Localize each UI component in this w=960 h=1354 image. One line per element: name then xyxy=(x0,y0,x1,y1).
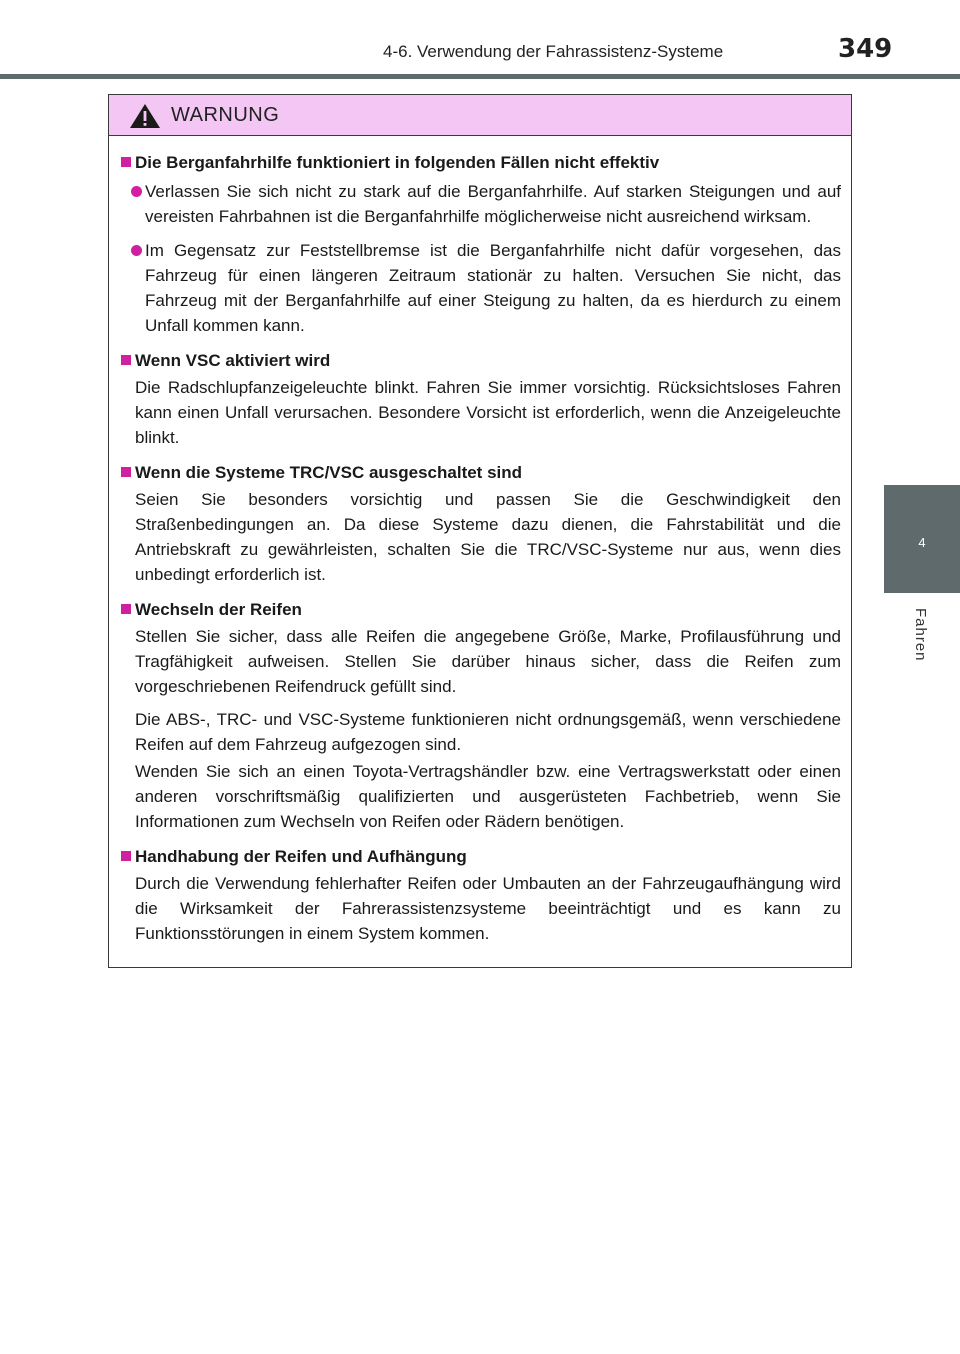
warning-triangle-icon xyxy=(129,103,161,129)
square-bullet-icon xyxy=(121,355,131,365)
paragraph: Stellen Sie sicher, dass alle Reifen die angegebene Größe, Marke, Profilausführung und Tragfähigkeit aufweisen. Stellen Sie darüber hinaus sicher, dass die Reifen zum vorgeschriebenen Reifendruck gefüllt sind. xyxy=(135,627,841,696)
square-bullet-icon xyxy=(121,157,131,167)
section-title xyxy=(121,150,841,175)
square-bullet-icon xyxy=(121,467,131,477)
warning-box xyxy=(108,94,852,968)
section-title xyxy=(121,348,841,373)
page-header-title: 4-6. Verwendung der Fahrassistenz-Systeme xyxy=(383,42,724,61)
paragraph: Die Radschlupfanzeigeleuchte blinkt. Fahren Sie immer vorsichtig. Rücksichtsloses Fahren kann einen Unfall verursachen. Besondere Vorsicht ist erforderlich, wenn die Anzeigeleuchte blinkt. xyxy=(135,378,841,447)
header-rule xyxy=(0,74,960,79)
square-bullet-icon xyxy=(121,851,131,861)
chapter-tab xyxy=(884,485,960,593)
section-title xyxy=(121,597,841,622)
square-bullet-icon xyxy=(121,604,131,614)
round-bullet-icon xyxy=(131,186,142,197)
section-vsc-aktiviert xyxy=(121,348,841,450)
warning-title: WARNUNG xyxy=(171,104,280,126)
paragraph: Wenden Sie sich an einen Toyota-Vertragshändler bzw. eine Vertragswerkstatt oder einen anderen vorschriftsmäßig qualifizierten und ausgerüsteten Fachbetrieb, wenn Sie Informationen zum Wechseln von Reifen oder Rädern benötigen. xyxy=(135,762,841,831)
section-title-text: Wechseln der Reifen xyxy=(135,600,302,619)
section-title xyxy=(121,844,841,869)
section-title-text: Wenn VSC aktiviert wird xyxy=(135,351,331,370)
section-reifen-wechseln xyxy=(121,597,841,834)
warning-body xyxy=(109,136,851,946)
section-title-text: Handhabung der Reifen und Aufhängung xyxy=(135,847,467,866)
warning-header xyxy=(109,95,851,136)
paragraph: Die ABS-, TRC- und VSC-Systeme funktionieren nicht ordnungsgemäß, wenn verschiedene Reifen auf dem Fahrzeug aufgezogen sind. xyxy=(135,710,841,754)
chapter-tab-label: Fahren xyxy=(912,608,929,662)
page-number: 349 xyxy=(838,34,893,64)
round-bullet-icon xyxy=(131,245,142,256)
paragraph: Seien Sie besonders vorsichtig und passen Sie die Geschwindigkeit den Straßenbedingungen an. Da diese Systeme dazu dienen, die Fahrstabilität und die Antriebskraft zu gewährleisten, schalten Sie die TRC/VSC-Systeme nur aus, wenn dies unbedingt erforderlich ist. xyxy=(135,490,841,584)
section-berganfahrhilfe xyxy=(121,150,841,338)
section-title xyxy=(121,460,841,485)
section-title-text: Wenn die Systeme TRC/VSC ausgeschaltet sind xyxy=(135,463,523,482)
list-item xyxy=(121,179,841,229)
chapter-tab-number: 4 xyxy=(918,535,926,550)
section-trc-vsc-aus xyxy=(121,460,841,587)
list-item-text: Verlassen Sie sich nicht zu stark auf die Berganfahrhilfe. Auf starken Steigungen und auf vereisten Fahrbahnen ist die Berganfahrhilfe möglicherweise nicht ausreichend wirksam. xyxy=(145,182,841,226)
section-reifen-aufhaengung xyxy=(121,844,841,946)
section-title-text: Die Berganfahrhilfe funktioniert in folgenden Fällen nicht effektiv xyxy=(135,153,660,172)
list-item-text: Im Gegensatz zur Feststellbremse ist die Berganfahrhilfe nicht dafür vorgesehen, das Fahrzeug für einen längeren Zeitraum stationär zu halten. Versuchen Sie nicht, das Fahrzeug mit der Berganfahrhilfe auf einer Steigung zu halten, da es hierdurch zu einem Unfall kommen kann. xyxy=(145,241,841,335)
paragraph: Durch die Verwendung fehlerhafter Reifen oder Umbauten an der Fahrzeugaufhängung wird die Wirksamkeit der Fahrerassistenzsysteme beeinträchtigt und es kann zu Funktionsstörungen in einem System kommen. xyxy=(135,874,841,943)
list-item xyxy=(121,238,841,338)
